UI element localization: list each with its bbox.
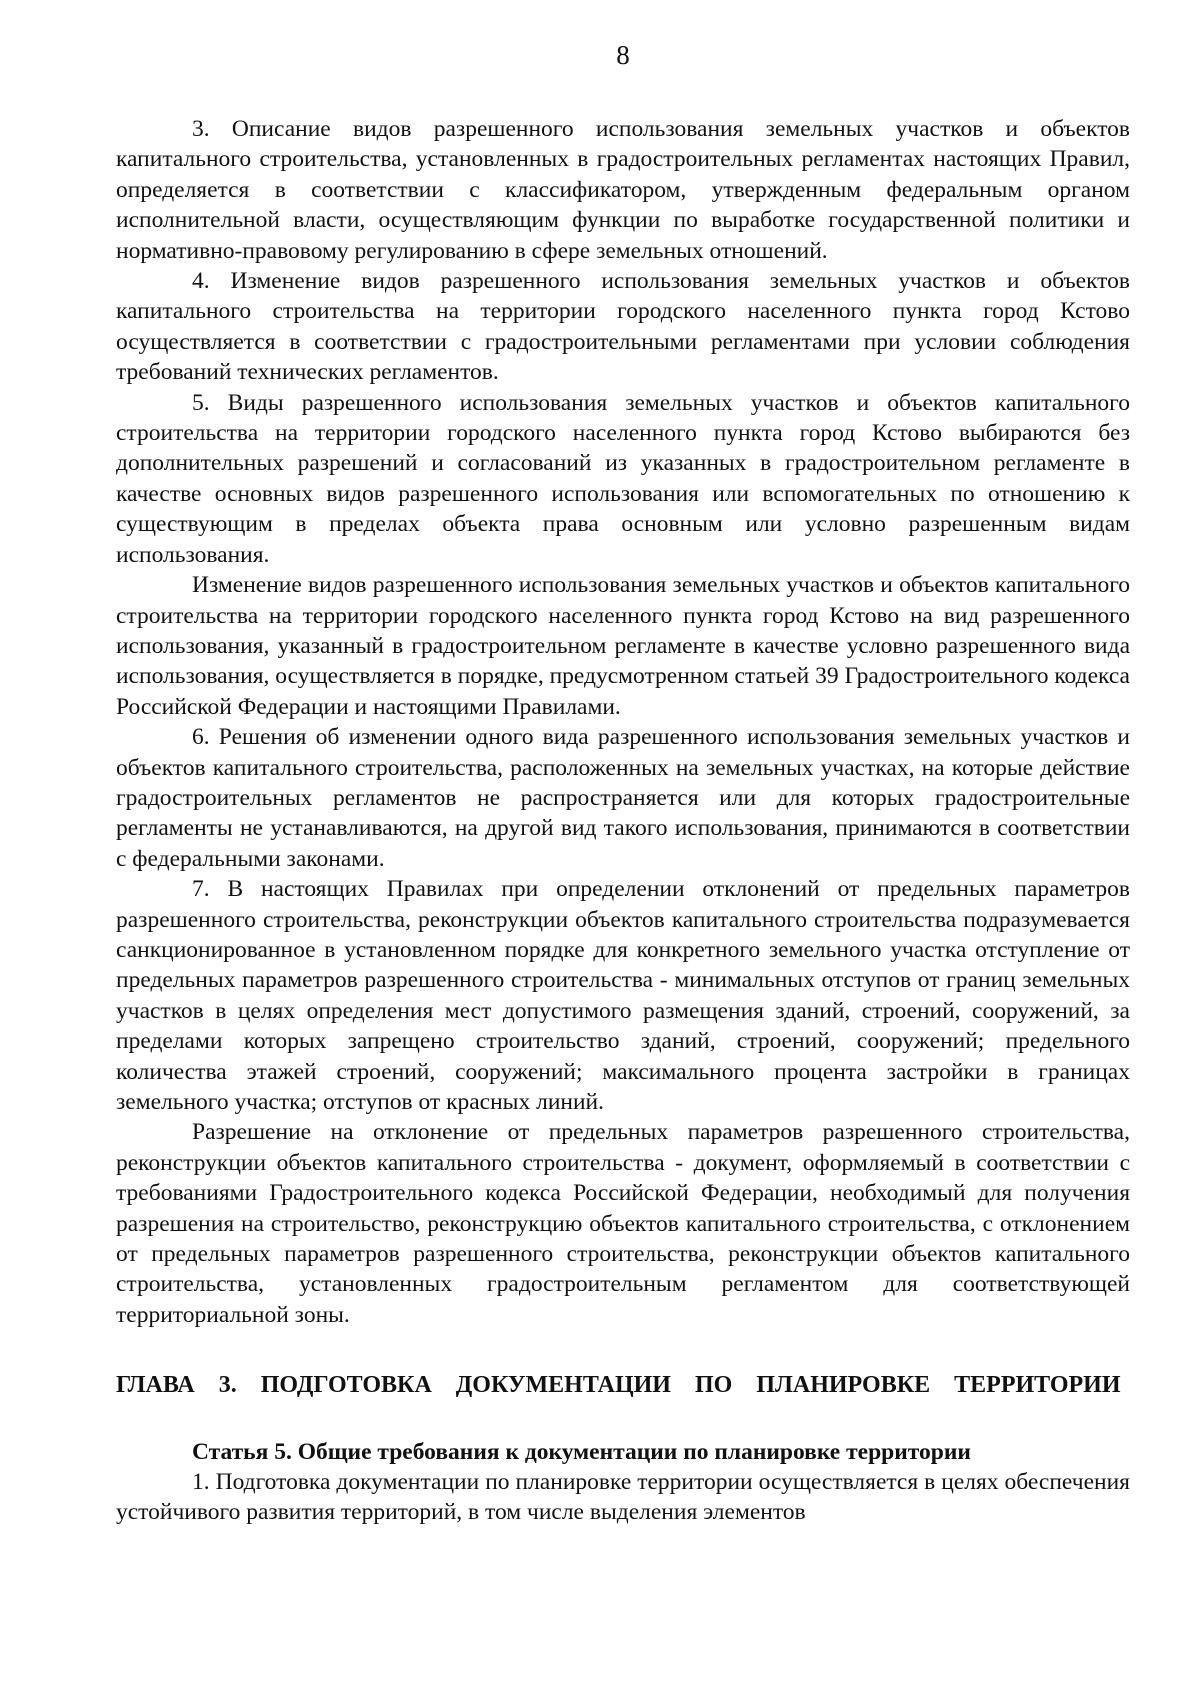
chapter-heading: ГЛАВА 3. ПОДГОТОВКА ДОКУМЕНТАЦИИ ПО ПЛАНИРОВКЕ ТЕРРИТОРИИ [116,1372,1121,1399]
page-number: 8 [616,40,630,70]
paragraph-5: 5. Виды разрешенного использования земельных участков и объектов капитального строительства на территории городского населенного пункта город Кстово выбираются без дополнительных разрешений и согласований из указанных в градостроительном регламенте в качестве основных видов разрешенного использования или вспомогательных по отношению к существующим в пределах объекта права основным или условно разрешенным видам использования. [116,389,1130,568]
article-paragraph-1: 1. Подготовка документации по планировке территории осуществляется в целях обеспечения устойчивого развития территорий, в том числе выделения элементов [116,1469,1130,1526]
paragraph-6: 6. Решения об изменении одного вида разрешенного использования земельных участков и объектов капитального строительства, расположенных на земельных участках, на которые действие градостроительных регламентов не распространяется или для которых градостроительные регламенты не устанавливаются, на другой вид такого использования, принимаются в соответствии с федеральными законами. [116,724,1130,872]
document-page [116,40,1130,1528]
paragraph-3: 3. Описание видов разрешенного использования земельных участков и объектов капитального строительства, установленных в градостроительных регламентах настоящих Правил, определяется в соответствии с классификатором, утвержденным федеральным органом исполнительной власти, осуществляющим функции по выработке государственной политики и нормативно-правовому регулированию в сфере земельных отношений. [116,116,1130,264]
paragraph-5-continued: Изменение видов разрешенного использования земельных участков и объектов капитального строительства на территории городского населенного пункта город Кстово на вид разрешенного использования, указанный в градостроительном регламенте в качестве условно разрешенного вида использования, осуществляется в порядке, предусмотренном статьей 39 Градостроительного кодекса Российской Федерации и настоящими Правилами. [116,572,1130,720]
article-heading: Статья 5. Общие требования к документации по планировке территории [192,1438,971,1465]
paragraph-7: 7. В настоящих Правилах при определении отклонений от предельных параметров разрешенного строительства, реконструкции объектов капитального строительства подразумевается санкционированное в установленном порядке для конкретного земельного участка отступление от предельных параметров разрешенного строительства - минимальных отступов от границ земельных участков в целях определения мест допустимого размещения зданий, строений, сооружений, за пределами которых запрещено строительство зданий, строений, сооружений; предельного количества этажей строений, сооружений; максимального процента застройки в границах земельного участка; отступов от красных линий. [116,876,1130,1115]
paragraph-7-continued: Разрешение на отклонение от предельных параметров разрешенного строительства, реконструкции объектов капитального строительства - документ, оформляемый в соответствии с требованиями Градостроительного кодекса Российской Федерации, необходимый для получения разрешения на строительство, реконструкцию объектов капитального строительства, с отклонением от предельных параметров разрешенного строительства, реконструкции объектов капитального строительства, установленных градостроительным регламентом для соответствующей территориальной зоны. [116,1119,1130,1328]
paragraph-4: 4. Изменение видов разрешенного использования земельных участков и объектов капитального строительства на территории городского населенного пункта город Кстово осуществляется в соответствии с градостроительными регламентами при условии соблюдения требований технических регламентов. [116,268,1130,386]
